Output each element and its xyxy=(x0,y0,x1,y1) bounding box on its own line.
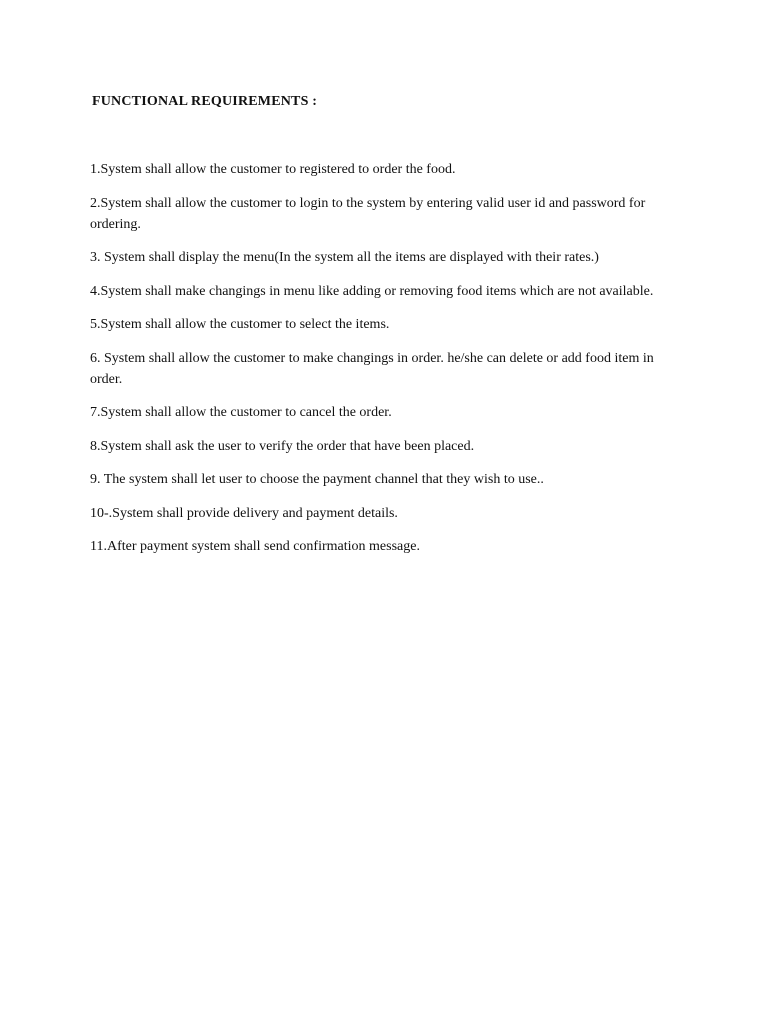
requirement-item: 11.After payment system shall send confirmation message. xyxy=(90,539,420,554)
requirement-item: 3. System shall display the menu(In the system all the items are displayed with their rates.) xyxy=(90,250,599,265)
requirement-item: 7.System shall allow the customer to cancel the order. xyxy=(90,405,392,420)
document-heading: FUNCTIONAL REQUIREMENTS : xyxy=(92,94,318,109)
requirement-item: 4.System shall make changings in menu like adding or removing food items which are not available. xyxy=(90,283,654,299)
requirements-list xyxy=(90,159,680,570)
requirement-item: 8.System shall ask the user to verify the order that have been placed. xyxy=(90,438,475,454)
requirement-item: 9. The system shall let user to choose the payment channel that they wish to use.. xyxy=(90,472,544,487)
requirement-item: 2.System shall allow the customer to login to the system by entering valid user id and password for ordering. xyxy=(90,195,646,232)
requirement-item: 1.System shall allow the customer to registered to order the food. xyxy=(90,162,456,177)
requirement-item: 5.System shall allow the customer to select the items. xyxy=(90,317,390,332)
requirement-item: 6. System shall allow the customer to make changings in order. he/she can delete or add food item in order. xyxy=(90,350,654,387)
requirement-item: 10-.System shall provide delivery and payment details. xyxy=(90,505,398,521)
